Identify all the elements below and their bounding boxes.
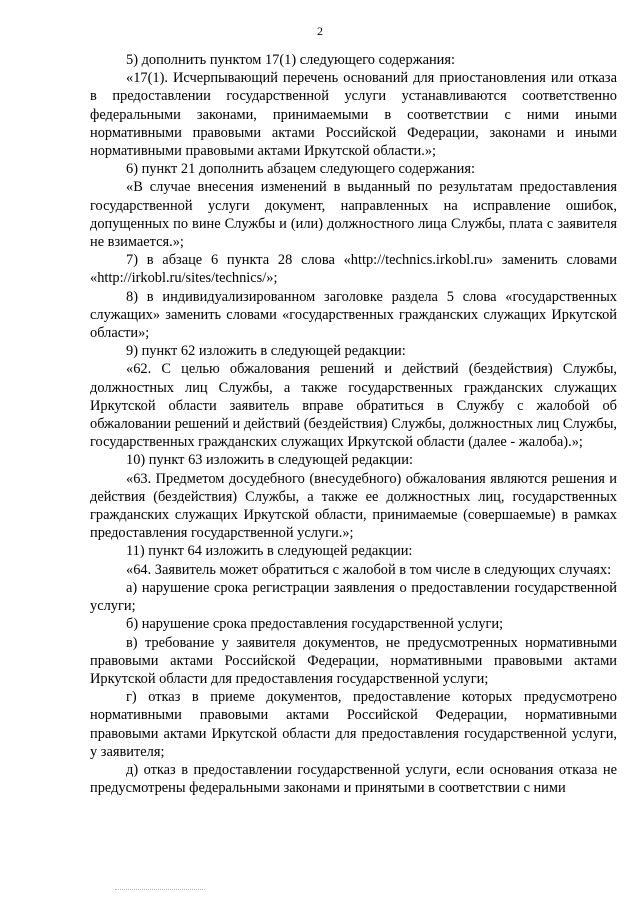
paragraph: «62. С целью обжалования решений и действий (бездействия) Службы, должностных лиц Службы, а также государственных гражданских служащих Иркутской области заявитель вправе обратиться в Службу с жалобой об обжаловании решений и действий (бездействия) Службы, должностных лиц Службы, государственных гражданских служащих Иркутской области (далее - жалоба).»;: [90, 361, 617, 451]
paragraph: 7) в абзаце 6 пункта 28 слова «http://technics.irkobl.ru» заменить словами «http://irkobl.ru/sites/technics/»;: [90, 252, 617, 287]
paragraph: 5) дополнить пунктом 17(1) следующего содержания:: [126, 52, 455, 68]
paragraph: г) отказ в приеме документов, предоставление которых предусмотрено нормативными правовыми актами Российской Федерации, нормативными правовыми актами Иркутской области для предоставления государственной услуги, у заявителя;: [90, 689, 617, 760]
paragraph: 11) пункт 64 изложить в следующей редакции:: [126, 543, 413, 560]
paragraph: 8) в индивидуализированном заголовке раздела 5 слова «государственных служащих» заменить словами «государственных гражданских служащих Иркутской области»;: [90, 288, 617, 342]
page-number: 2: [317, 24, 323, 38]
paragraph: 9) пункт 62 изложить в следующей редакции:: [126, 343, 406, 360]
paragraph: д) отказ в предоставлении государственной услуги, если основания отказа не предусмотрены федеральными законами и принятыми в соответствии с ними: [90, 761, 617, 797]
paragraph: 10) пункт 63 изложить в следующей редакции:: [126, 452, 413, 469]
paragraph: «63. Предметом досудебного (внесудебного) обжалования являются решения и действия (бездействия) Службы, а также ее должностных лиц, государственных гражданских служащих Иркутской области, принимаемые (совершаемые) в рамках предоставления государственной услуги.»;: [90, 470, 617, 542]
paragraph: «В случае внесения изменений в выданный по результатам предоставления государственной услуги документ, направленных на исправление ошибок, допущенных по вине Службы и (или) должностного лица Службы, плата с заявителя не взимается.»;: [90, 179, 617, 251]
paragraph: б) нарушение срока предоставления государственной услуги;: [126, 616, 504, 633]
paragraph: а) нарушение срока регистрации заявления о предоставлении государственной услуги;: [90, 579, 617, 615]
paragraph: «17(1). Исчерпывающий перечень оснований для приостановления или отказа в предоставлении государственной услуги устанавливаются соответственно федеральными законами, принимаемыми в соответствии с ними иными нормативными правовыми актами Российской Федерации, законами и иными нормативными правовыми актами Иркутской области.»;: [90, 70, 617, 160]
paragraph: 6) пункт 21 дополнить абзацем следующего содержания:: [126, 161, 475, 178]
scan-artifact: [115, 889, 205, 891]
paragraph: в) требование у заявителя документов, не предусмотренных нормативными правовыми актами Российской Федерации, нормативными правовыми актами Иркутской области для предоставления государственной услуги;: [90, 634, 617, 687]
document-body: [90, 51, 617, 797]
paragraph: «64. Заявитель может обратиться с жалобой в том числе в следующих случаях:: [126, 561, 612, 578]
